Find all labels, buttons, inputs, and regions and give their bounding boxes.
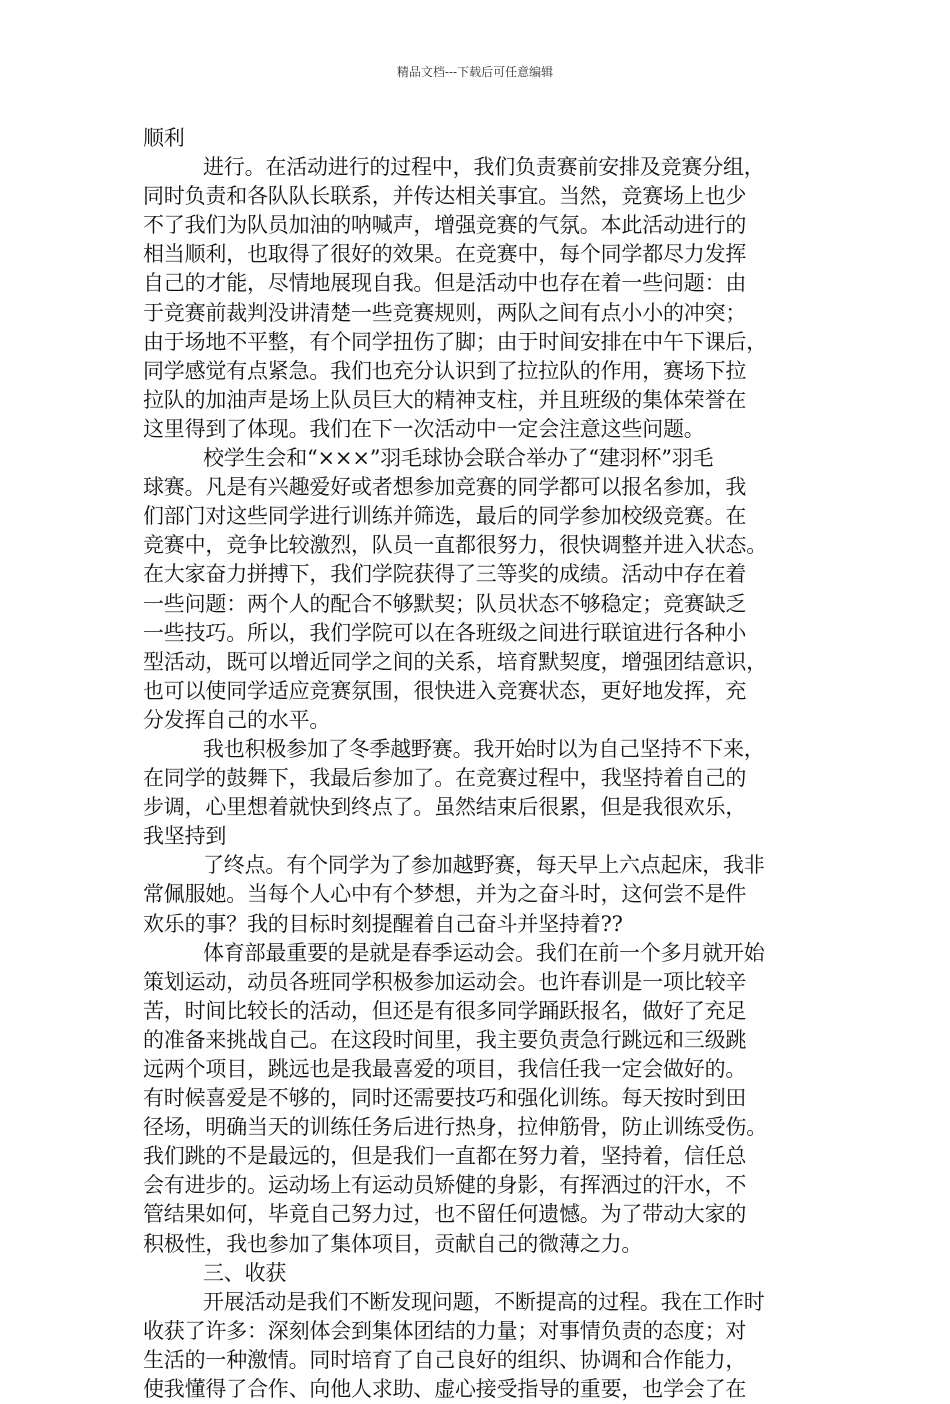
text-line: 竞赛中，竞争比较激烈，队员一直都很努力，很快调整并进入状态。 xyxy=(143,533,767,558)
text-line: 球赛。凡是有兴趣爱好或者想参加竞赛的同学都可以报名参加，我 xyxy=(143,475,747,500)
text-line: 我也积极参加了冬季越野赛。我开始时以为自己坚持不下来， xyxy=(203,736,765,761)
page-header: 精品文档---下载后可任意编辑 xyxy=(396,65,554,79)
text-line: 体育部最重要的是就是春季运动会。我们在前一个多月就开始 xyxy=(203,940,765,965)
text-line: 使我懂得了合作、向他人求助、虚心接受指导的重要，也学会了在 xyxy=(143,1377,747,1402)
text-line: 径场，明确当天的训练任务后进行热身，拉伸筋骨，防止训练受伤。 xyxy=(143,1115,767,1140)
text-line: 会有进步的。运动场上有运动员矫健的身影，有挥洒过的汗水，不 xyxy=(143,1173,747,1198)
text-line: 苦，时间比较长的活动，但还是有很多同学踊跃报名，做好了充足 xyxy=(143,998,747,1023)
text-line: 这里得到了体现。我们在下一次活动中一定会注意这些问题。 xyxy=(143,416,705,441)
text-line: 相当顺利，也取得了很好的效果。在竞赛中，每个同学都尽力发挥 xyxy=(143,242,747,267)
text-line: 管结果如何，毕竟自己努力过，也不留任何遗憾。为了带动大家的 xyxy=(143,1202,747,1227)
text-line: 步调，心里想着就快到终点了。虽然结束后很累，但是我很欢乐， xyxy=(143,795,747,820)
text-line: 一些问题：两个人的配合不够默契；队员状态不够稳定；竞赛缺乏 xyxy=(143,591,747,616)
text-line: 于竞赛前裁判没讲清楚一些竞赛规则，两队之间有点小小的冲突； xyxy=(143,300,747,325)
text-line: 常佩服她。当每个人心中有个梦想，并为之奋斗时，这何尝不是件 xyxy=(143,882,747,907)
text-line: 进行。在活动进行的过程中，我们负责赛前安排及竞赛分组， xyxy=(203,155,765,180)
text-line: 们部门对这些同学进行训练并筛选，最后的同学参加校级竞赛。在 xyxy=(143,504,747,529)
text-line: 开展活动是我们不断发现问题，不断提高的过程。我在工作时 xyxy=(203,1289,765,1314)
text-line: 在大家奋力拼搏下，我们学院获得了三等奖的成绩。活动中存在着 xyxy=(143,562,747,587)
text-line: 由于场地不平整，有个同学扭伤了脚；由于时间安排在中午下课后， xyxy=(143,329,767,354)
text-line: 分发挥自己的水平。 xyxy=(143,707,331,732)
text-line: 同时负责和各队队长联系，并传达相关事宜。当然，竞赛场上也少 xyxy=(143,184,747,209)
text-line: 在同学的鼓舞下，我最后参加了。在竞赛过程中，我坚持着自己的 xyxy=(143,766,747,791)
text-line: 同学感觉有点紧急。我们也充分认识到了拉拉队的作用，赛场下拉 xyxy=(143,358,747,383)
text-line: 收获了许多：深刻体会到集体团结的力量；对事情负责的态度；对 xyxy=(143,1318,747,1343)
text-line: 不了我们为队员加油的呐喊声，增强竞赛的气氛。本此活动进行的 xyxy=(143,213,747,238)
text-line: 一些技巧。所以，我们学院可以在各班级之间进行联谊进行各种小 xyxy=(143,620,747,645)
text-line: 也可以使同学适应竞赛氛围，很快进入竞赛状态，更好地发挥，充 xyxy=(143,678,747,703)
text-line: 校学生会和“×××”羽毛球协会联合举办了“建羽杯”羽毛 xyxy=(203,446,714,471)
text-line: 我坚持到 xyxy=(143,824,227,849)
text-line: 型活动，既可以增近同学之间的关系，培育默契度，增强团结意识， xyxy=(143,649,767,674)
text-line: 远两个项目，跳远也是我最喜爱的项目，我信任我一定会做好的。 xyxy=(143,1057,747,1081)
text-line: 自己的才能，尽情地展现自我。但是活动中也存在着一些问题：由 xyxy=(143,271,747,296)
document-body xyxy=(143,124,815,1404)
text-line: 欢乐的事？我的目标时刻提醒着自己奋斗并坚持着?? xyxy=(143,911,623,936)
text-line: 生活的一种激情。同时培育了自己良好的组织、协调和合作能力， xyxy=(143,1347,747,1372)
text-line: 了终点。有个同学为了参加越野赛，每天早上六点起床，我非 xyxy=(203,853,765,878)
text-line: 有时候喜爱是不够的，同时还需要技巧和强化训练。每天按时到田 xyxy=(143,1086,747,1111)
text-line: 的准备来挑战自己。在这段时间里，我主要负责急行跳远和三级跳 xyxy=(143,1027,747,1052)
text-line: 顺利 xyxy=(143,126,185,150)
text-line: 我们跳的不是最远的，但是我们一直都在努力着，坚持着，信任总 xyxy=(143,1144,747,1169)
text-line: 积极性，我也参加了集体项目，贡献自己的微薄之力。 xyxy=(143,1231,643,1256)
text-line: 策划运动，动员各班同学积极参加运动会。也许春训是一项比较辛 xyxy=(143,969,747,994)
text-line: 三、收获 xyxy=(203,1260,287,1285)
text-line: 拉队的加油声是场上队员巨大的精神支柱，并且班级的集体荣誉在 xyxy=(143,387,747,412)
